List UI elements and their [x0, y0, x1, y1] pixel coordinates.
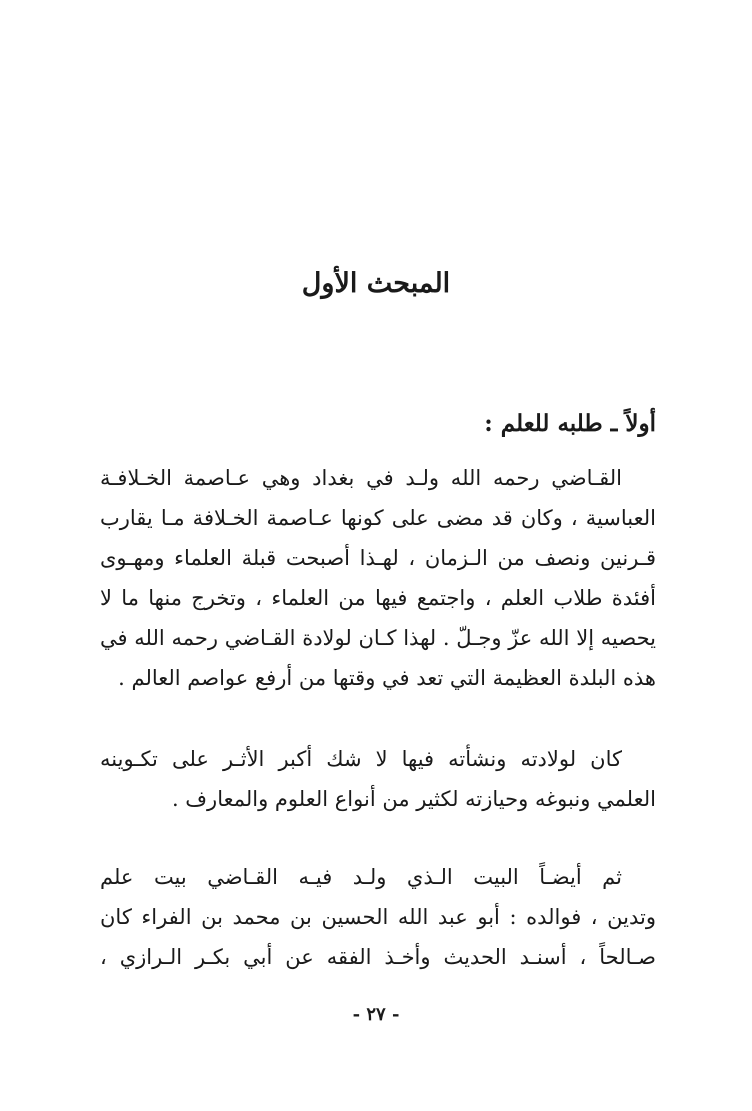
paragraph-line: يحصيه إلا الله عزّ وجـلّ . لهذا كـان لولادة القـاضي رحمه الله في — [100, 626, 656, 650]
paragraph-2 — [100, 739, 656, 819]
paragraph-line: القـاضي رحمه الله ولـد في بغداد وهي عـاصمة الخـلافـة — [100, 466, 622, 490]
section-heading: أولاً ـ طلبه للعلم : — [484, 410, 656, 437]
paragraph-line: صـالحاً ، أسنـد الحديث وأخـذ الفقه عن أبي بكـر الـرازي ، — [100, 945, 656, 969]
paragraph-line: ثم أيضـاً البيت الـذي ولـد فيـه القـاضي بيت علم — [100, 865, 622, 889]
paragraph-line: قـرنين ونصف من الـزمان ، لهـذا أصبحت قبلة العلماء ومهـوى — [100, 546, 656, 570]
paragraph-line: كان لولادته ونشأته فيها لا شك أكبر الأثـر على تكـوينه — [100, 747, 622, 771]
paragraph-3 — [100, 857, 656, 977]
paragraph-1 — [100, 458, 656, 698]
paragraph-line: هذه البلدة العظيمة التي تعد في وقتها من أرفع عواصم العالم . — [118, 666, 656, 690]
paragraph-line: العلمي ونبوغه وحيازته لكثير من أنواع العلوم والمعارف . — [171, 787, 656, 811]
paragraph-line: العباسية ، وكان قد مضى على كونها عـاصمة الخـلافة مـا يقارب — [100, 506, 656, 530]
page-number: - ٢٧ - — [352, 1004, 400, 1025]
chapter-title: المبحث الأول — [301, 268, 451, 299]
paragraph-line: أفئدة طلاب العلم ، واجتمع فيها من العلماء ، وتخرج منها ما لا — [100, 586, 656, 610]
paragraph-line: وتدين ، فوالده : أبو عبد الله الحسين بن محمد بن الفراء كان — [100, 905, 656, 929]
